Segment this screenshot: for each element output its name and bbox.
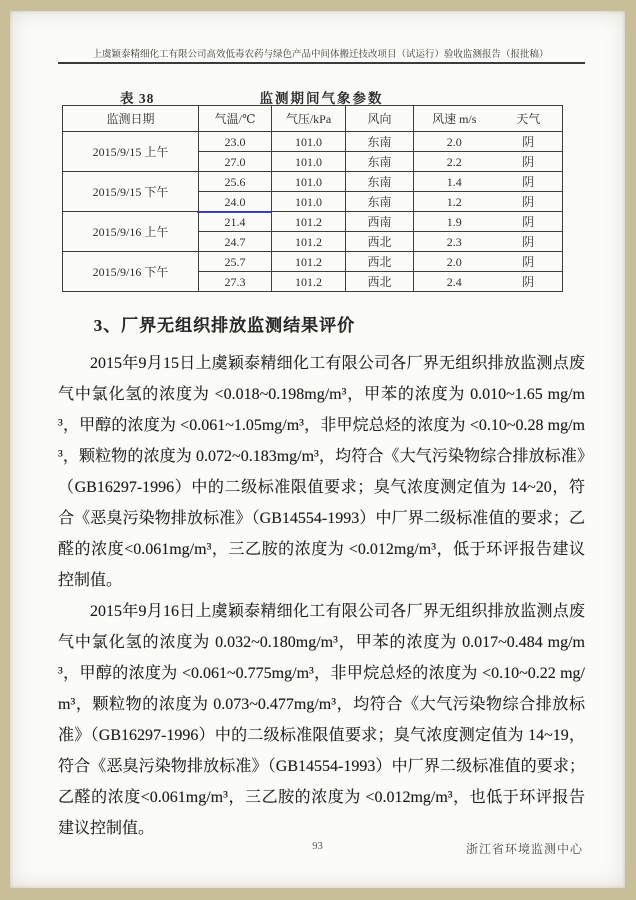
data-cell: 东南 bbox=[346, 172, 414, 192]
data-cell: 1.2 bbox=[414, 192, 495, 212]
data-cell: 阴 bbox=[495, 132, 563, 152]
data-cell: 23.0 bbox=[199, 132, 272, 152]
document-page bbox=[10, 11, 625, 888]
data-cell: 阴 bbox=[495, 152, 563, 172]
data-cell: 101.0 bbox=[272, 172, 346, 192]
data-cell: 101.2 bbox=[272, 272, 346, 292]
data-cell: 101.2 bbox=[272, 232, 346, 252]
table-row bbox=[63, 252, 563, 272]
data-cell: 西北 bbox=[346, 272, 414, 292]
column-header: 风速 m/s bbox=[414, 106, 495, 132]
footer-organization: 浙江省环境监测中心 bbox=[465, 842, 583, 856]
data-cell: 21.4 bbox=[199, 212, 272, 232]
data-cell: 25.7 bbox=[199, 252, 272, 272]
data-cell: 101.0 bbox=[272, 152, 346, 172]
date-cell: 2015/9/16 下午 bbox=[63, 252, 199, 292]
data-cell: 2.4 bbox=[414, 272, 495, 292]
page-number: 93 bbox=[312, 841, 323, 852]
data-cell: 27.0 bbox=[199, 152, 272, 172]
data-cell: 1.4 bbox=[414, 172, 495, 192]
data-cell: 阴 bbox=[495, 172, 563, 192]
data-cell: 阴 bbox=[495, 192, 563, 212]
date-cell: 2015/9/15 上午 bbox=[63, 132, 199, 172]
section-heading: 3、厂界无组织排放监测结果评价 bbox=[93, 316, 356, 335]
data-cell: 东南 bbox=[346, 192, 414, 212]
column-header: 天气 bbox=[495, 106, 563, 132]
data-cell: 阴 bbox=[495, 232, 563, 252]
weather-table bbox=[62, 105, 563, 292]
data-cell: 西南 bbox=[346, 212, 414, 232]
data-cell: 101.0 bbox=[272, 192, 346, 212]
data-cell: 2.2 bbox=[414, 152, 495, 172]
data-cell: 阴 bbox=[495, 212, 563, 232]
data-cell: 东南 bbox=[346, 132, 414, 152]
table-row bbox=[63, 172, 563, 192]
table-header-row bbox=[63, 106, 563, 132]
table-label: 表 38 bbox=[120, 91, 155, 106]
data-cell: 25.6 bbox=[199, 172, 272, 192]
data-cell: 1.9 bbox=[414, 212, 495, 232]
column-header: 气温/℃ bbox=[199, 106, 272, 132]
data-cell: 阴 bbox=[495, 252, 563, 272]
data-cell: 24.7 bbox=[199, 232, 272, 252]
table-title: 监测期间气象参数 bbox=[259, 91, 384, 106]
weather-table-body bbox=[63, 132, 563, 292]
section-content bbox=[58, 311, 585, 844]
data-cell: 101.0 bbox=[272, 132, 346, 152]
data-cell: 24.0 bbox=[199, 192, 272, 212]
data-cell: 阴 bbox=[495, 272, 563, 292]
header-rule bbox=[58, 62, 585, 64]
table-row bbox=[63, 132, 563, 152]
data-cell: 东南 bbox=[346, 152, 414, 172]
paragraph-2015-9-15: 2015年9月15日上虞颖泰精细化工有限公司各厂界无组织排放监测点废气中氯化氢的浓度为 <0.018~0.198mg/m³，甲苯的浓度为 0.010~1.65 mg/m³，甲醇的浓度为 <0.061~1.05mg/m³，非甲烷总烃的浓度为 <0.10~0.28 mg/m³，颗粒物的浓度为 0.072~0.183mg/m³，均符合《大气污染物综合排放标准》（GB16297-1996）中的二级标准限值要求；臭气浓度测定值为 14~20，符合《恶臭污染物排放标准》（GB14554-1993）中厂界二级标准值的要求；乙醛的浓度<0.061mg/m³，三乙胺的浓度为 <0.012mg/m³，低于环评报告建议控制值。 bbox=[58, 355, 585, 589]
column-header: 风向 bbox=[346, 106, 414, 132]
date-cell: 2015/9/16 上午 bbox=[63, 212, 199, 252]
table-caption bbox=[58, 87, 585, 107]
table-row bbox=[63, 212, 563, 232]
data-cell: 2.3 bbox=[414, 232, 495, 252]
running-head: 上虞颖泰精细化工有限公司高效低毒农药与绿色产品中间体搬迁技改项目（试运行）验收监测报告（报批稿） bbox=[92, 50, 549, 60]
column-header: 气压/kPa bbox=[272, 106, 346, 132]
data-cell: 101.2 bbox=[272, 252, 346, 272]
paragraph-2015-9-16: 2015年9月16日上虞颖泰精细化工有限公司各厂界无组织排放监测点废气中氯化氢的浓度为 0.032~0.180mg/m³，甲苯的浓度为 0.017~0.484 mg/m³，甲醇的浓度为 <0.061~0.775mg/m³，非甲烷总烃的浓度为 <0.10~0.22 mg/m³，颗粒物的浓度为 0.073~0.477mg/m³，均符合《大气污染物综合排放标准》（GB16297-1996）中的二级标准限值要求；臭气浓度测定值为 14~19，符合《恶臭污染物排放标准》（GB14554-1993）中厂界二级标准值的要求；乙醛的浓度<0.061mg/m³，三乙胺的浓度为 <0.012mg/m³，也低于环评报告建议控制值。 bbox=[58, 603, 585, 837]
data-cell: 101.2 bbox=[272, 212, 346, 232]
data-cell: 西北 bbox=[346, 252, 414, 272]
scan-artifact-blue-line bbox=[197, 211, 271, 213]
data-cell: 西北 bbox=[346, 232, 414, 252]
data-cell: 2.0 bbox=[414, 132, 495, 152]
date-cell: 2015/9/15 下午 bbox=[63, 172, 199, 212]
data-cell: 27.3 bbox=[199, 272, 272, 292]
column-header: 监测日期 bbox=[63, 106, 199, 132]
data-cell: 2.0 bbox=[414, 252, 495, 272]
